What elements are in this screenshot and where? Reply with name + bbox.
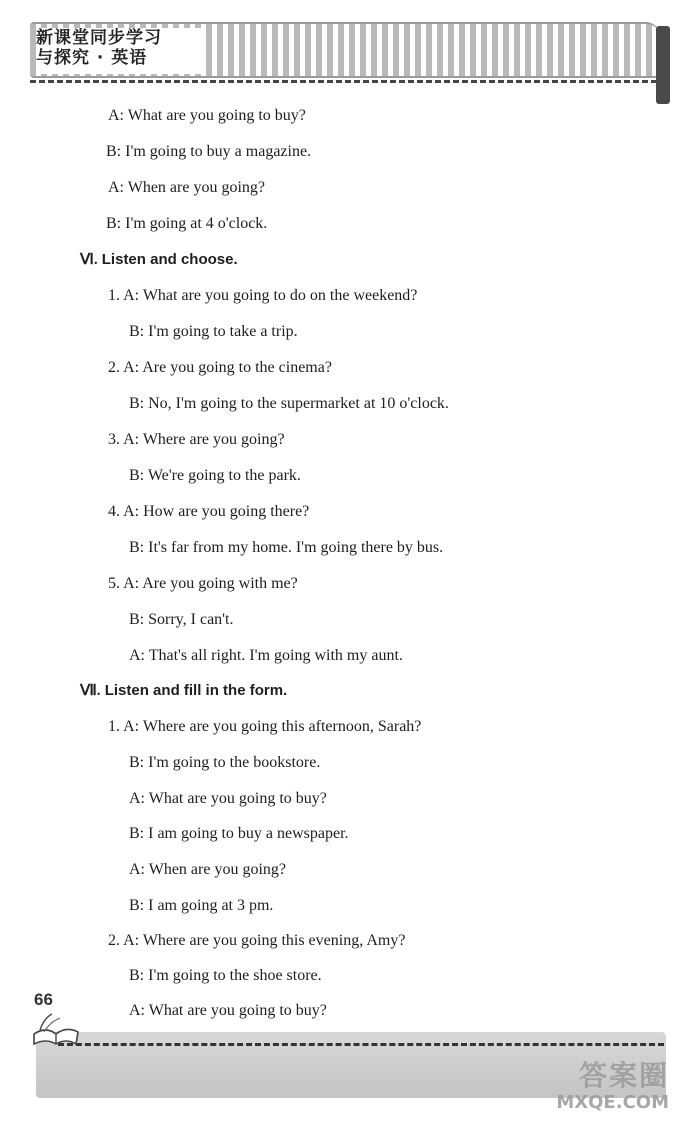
dialogue-line: B: I'm going at 4 o'clock. — [106, 215, 268, 232]
dialogue-line: 2. A: Where are you going this evening, Amy? — [108, 932, 406, 949]
section-title: Listen and choose. — [101, 251, 238, 268]
page-number: 66 — [34, 990, 53, 1009]
dialogue-line: B: No, I'm going to the supermarket at 10 o'clock. — [129, 395, 449, 412]
watermark-logo: 答案圈 — [578, 1059, 669, 1092]
section-heading-7 — [80, 681, 287, 701]
section-numeral: Ⅵ. — [80, 252, 98, 268]
footer-dashed-rule — [58, 1043, 664, 1046]
book-title — [36, 28, 206, 74]
dialogue-line: A: What are you going to buy? — [129, 1002, 327, 1019]
dialogue-line: B: I'm going to the bookstore. — [129, 754, 321, 771]
dialogue-line: B: I'm going to buy a magazine. — [106, 143, 312, 160]
section-heading-6 — [80, 250, 238, 270]
section-numeral: Ⅶ. — [80, 683, 101, 699]
page-header — [30, 18, 670, 88]
dialogue-line: 5. A: Are you going with me? — [108, 575, 298, 592]
dialogue-line: A: That's all right. I'm going with my aunt. — [129, 647, 403, 664]
dialogue-line: 4. A: How are you going there? — [108, 503, 310, 520]
dialogue-line: 1. A: Where are you going this afternoon, Sarah? — [108, 718, 422, 735]
dialogue-line: B: I'm going to take a trip. — [129, 323, 298, 340]
dialogue-line: 1. A: What are you going to do on the weekend? — [108, 287, 418, 304]
dialogue-line: A: What are you going to buy? — [129, 790, 327, 807]
dialogue-line: B: It's far from my home. I'm going there by bus. — [129, 539, 444, 556]
watermark-url: MXQE.COM — [556, 1092, 669, 1113]
dialogue-line: 3. A: Where are you going? — [108, 431, 285, 448]
dialogue-line: B: We're going to the park. — [129, 467, 301, 484]
watermark — [556, 1060, 669, 1114]
dialogue-line: A: When are you going? — [129, 861, 286, 878]
header-side-tab — [656, 26, 670, 104]
dialogue-line: A: When are you going? — [108, 179, 265, 196]
book-title-line1: 新课堂同步学习 — [36, 28, 162, 48]
book-title-line2: 与探究 · 英语 — [36, 48, 148, 68]
dialogue-line: 2. A: Are you going to the cinema? — [108, 359, 332, 376]
open-book-icon — [30, 1010, 80, 1048]
header-dashed-rule — [30, 80, 666, 83]
section-title: Listen and fill in the form. — [104, 682, 288, 699]
dialogue-line: B: I'm going to the shoe store. — [129, 967, 322, 984]
dialogue-line: B: I am going at 3 pm. — [129, 897, 274, 914]
dialogue-line: B: I am going to buy a newspaper. — [129, 825, 349, 842]
dialogue-line: B: Sorry, I can't. — [129, 611, 234, 628]
dialogue-line: A: What are you going to buy? — [108, 107, 306, 124]
